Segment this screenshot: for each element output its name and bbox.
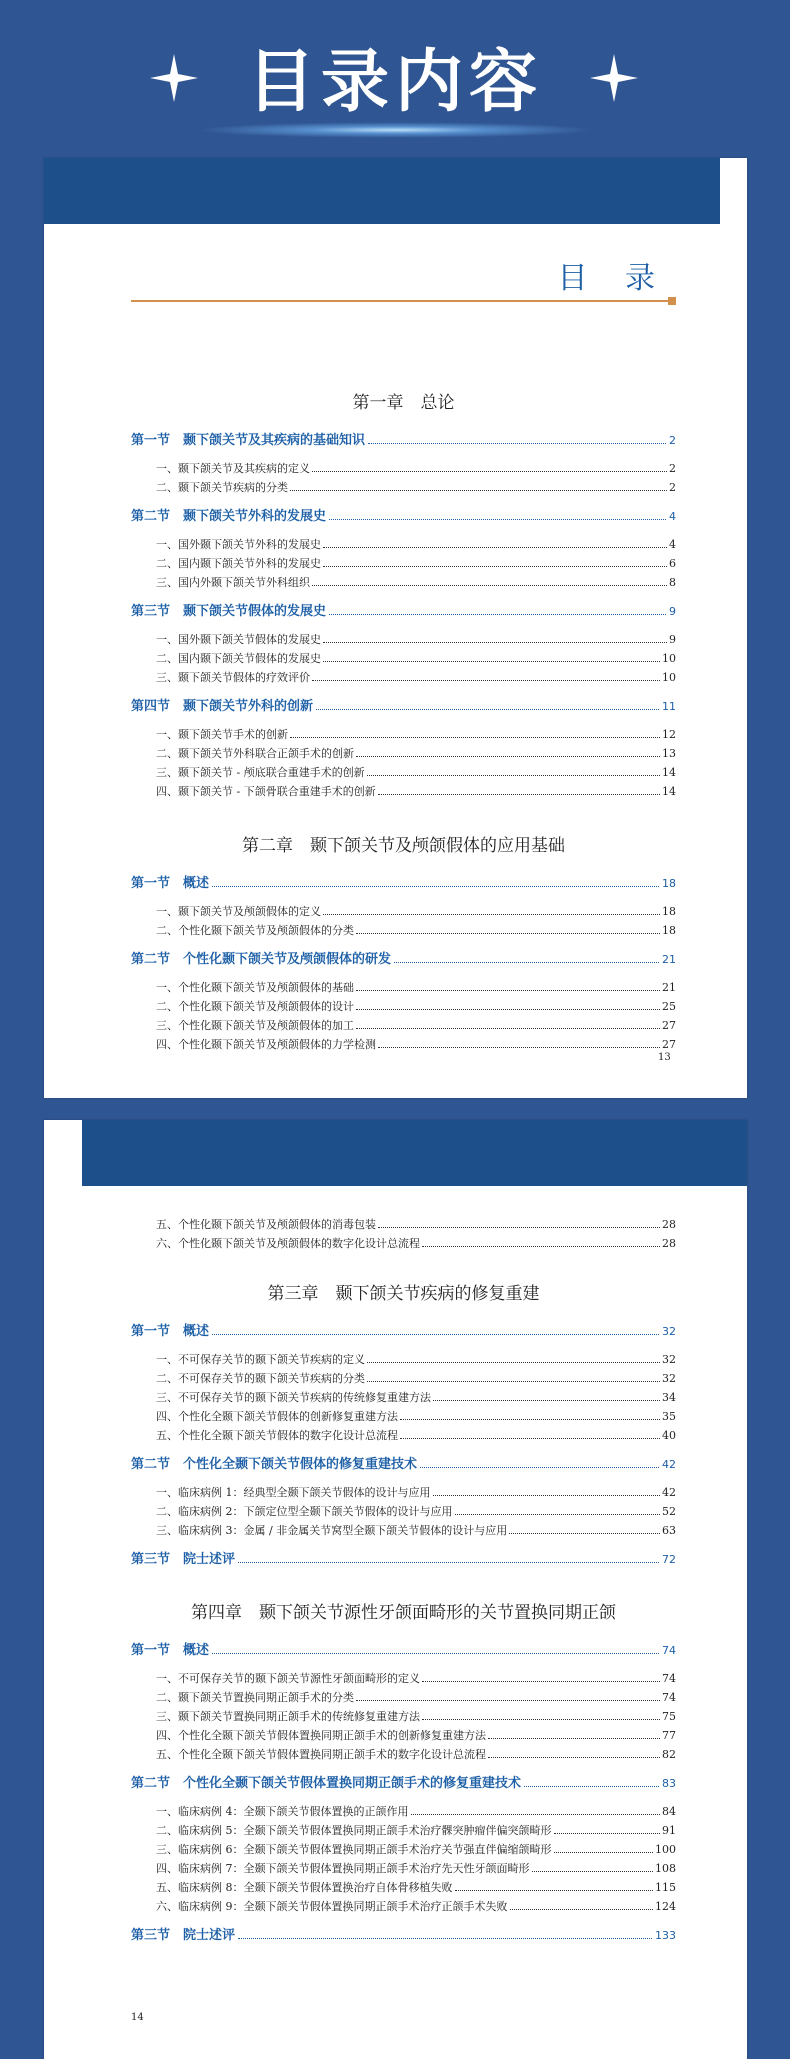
page-ref: 115 <box>655 1881 676 1894</box>
dot-leader <box>394 962 659 963</box>
page-ref: 6 <box>669 557 676 570</box>
dot-leader <box>455 1890 654 1891</box>
dot-leader <box>212 1334 659 1335</box>
item-title: 五、个性化颞下颌关节及颅颌假体的消毒包装 <box>156 1218 376 1231</box>
item-title: 四、临床病例 7：全颞下颌关节假体置换同期正颌手术治疗先天性牙颌面畸形 <box>156 1862 530 1875</box>
dot-leader <box>329 614 666 615</box>
dot-leader <box>356 933 660 934</box>
dot-leader <box>238 1562 659 1563</box>
toc-section-entry[interactable] <box>131 1320 676 1344</box>
item-title: 三、临床病例 3：金属 / 非金属关节窝型全颞下颌关节假体的设计与应用 <box>156 1524 508 1537</box>
toc-item-entry[interactable] <box>131 1407 676 1426</box>
page-ref: 42 <box>662 1486 676 1499</box>
page-ref: 10 <box>662 671 676 684</box>
item-title: 四、颞下颌关节 - 下颌骨联合重建手术的创新 <box>156 785 376 798</box>
page-number: 13 <box>658 1052 671 1063</box>
page-ref: 4 <box>669 538 676 551</box>
item-title: 三、个性化颞下颌关节及颅颌假体的加工 <box>156 1019 354 1032</box>
banner-title: 目录内容 <box>246 43 543 122</box>
toc-item-entry[interactable] <box>131 1707 676 1726</box>
toc-item-entry[interactable] <box>131 668 676 687</box>
dot-leader <box>367 1381 660 1382</box>
dot-leader <box>329 519 666 520</box>
item-title: 一、颞下颌关节手术的创新 <box>156 728 288 741</box>
page-ref: 21 <box>662 981 676 994</box>
item-title: 二、颞下颌关节疾病的分类 <box>156 481 288 494</box>
item-title: 五、个性化全颞下颌关节假体的数字化设计总流程 <box>156 1429 398 1442</box>
item-title: 一、颞下颌关节及其疾病的定义 <box>156 462 310 475</box>
chapter-title: 第三章 颞下颌关节疾病的修复重建 <box>267 1284 540 1304</box>
dot-leader <box>524 1786 659 1787</box>
sparkle-star-icon <box>588 52 640 104</box>
item-title: 三、颞下颌关节 - 颅底联合重建手术的创新 <box>156 766 365 779</box>
toc-item-entry[interactable] <box>131 1035 676 1054</box>
page-ref: 9 <box>669 605 676 618</box>
page-ref: 74 <box>662 1672 676 1685</box>
page-ref: 84 <box>662 1805 676 1818</box>
page-ref: 77 <box>662 1729 676 1742</box>
page-ref: 25 <box>662 1000 676 1013</box>
toc-section-entry[interactable] <box>131 1772 676 1796</box>
toc-item-entry[interactable] <box>131 1840 676 1859</box>
toc-item-entry[interactable] <box>131 459 676 478</box>
page-ref: 28 <box>662 1237 676 1250</box>
item-title: 一、个性化颞下颌关节及颅颌假体的基础 <box>156 981 354 994</box>
page-ref: 12 <box>662 728 676 741</box>
dot-leader <box>312 471 667 472</box>
item-title: 一、不可保存关节的颞下颌关节源性牙颌面畸形的定义 <box>156 1672 420 1685</box>
spacer <box>131 1764 676 1768</box>
toc-item-entry[interactable] <box>131 1350 676 1369</box>
toc-item-entry[interactable] <box>131 1502 676 1521</box>
item-title: 六、个性化颞下颌关节及颅颌假体的数字化设计总流程 <box>156 1237 420 1250</box>
dot-leader <box>433 1495 661 1496</box>
toc-item-entry[interactable] <box>131 1234 676 1253</box>
toc-section-entry[interactable] <box>131 1548 676 1572</box>
page-ref: 74 <box>662 1691 676 1704</box>
page-ref: 8 <box>669 576 676 589</box>
dot-leader <box>400 1419 660 1420</box>
page-ref: 72 <box>662 1553 676 1566</box>
item-title: 三、颞下颌关节假体的疗效评价 <box>156 671 310 684</box>
page-ref: 42 <box>662 1458 676 1471</box>
section-title: 第三节 院士述评 <box>131 1928 236 1943</box>
item-title: 四、个性化全颞下颌关节假体置换同期正颌手术的创新修复重建方法 <box>156 1729 486 1742</box>
page-ref: 18 <box>662 877 676 890</box>
page-ref: 124 <box>655 1900 676 1913</box>
page-ref: 32 <box>662 1353 676 1366</box>
dot-leader <box>532 1871 654 1872</box>
dot-leader <box>509 1533 660 1534</box>
section-title: 第二节 颞下颌关节外科的发展史 <box>131 509 327 524</box>
page-ref: 21 <box>662 953 676 966</box>
dot-leader <box>367 775 660 776</box>
toc-section-entry[interactable] <box>131 948 676 972</box>
dot-leader <box>290 490 667 491</box>
spacer <box>131 1445 676 1449</box>
dot-leader <box>422 1681 660 1682</box>
page-ref: 63 <box>662 1524 676 1537</box>
toc-item-entry[interactable] <box>131 1426 676 1445</box>
toc-list <box>131 374 676 1058</box>
dot-leader <box>312 680 660 681</box>
item-title: 二、国内颞下颌关节假体的发展史 <box>156 652 321 665</box>
toc-item-entry[interactable] <box>131 649 676 668</box>
toc-item-entry[interactable] <box>131 1388 676 1407</box>
banner <box>0 0 790 150</box>
dot-leader <box>368 443 666 444</box>
toc-section-entry[interactable] <box>131 429 676 453</box>
dot-leader <box>212 1653 659 1654</box>
spacer <box>131 1054 676 1058</box>
toc-item-entry[interactable] <box>131 478 676 497</box>
item-title: 二、个性化颞下颌关节及颅颌假体的设计 <box>156 1000 354 1013</box>
dot-leader <box>290 737 660 738</box>
dot-leader <box>316 709 659 710</box>
dot-leader <box>433 1400 660 1401</box>
dot-leader <box>323 566 667 567</box>
toc-item-entry[interactable] <box>131 535 676 554</box>
toc-item-entry[interactable] <box>131 725 676 744</box>
toc-item-entry[interactable] <box>131 1215 676 1234</box>
spacer <box>131 1916 676 1920</box>
page-ref: 32 <box>662 1325 676 1338</box>
section-title: 第四节 颞下颌关节外科的创新 <box>131 699 314 714</box>
item-title: 五、个性化全颞下颌关节假体置换同期正颌手术的数字化设计总流程 <box>156 1748 486 1761</box>
dot-leader <box>378 1047 660 1048</box>
toc-item-entry[interactable] <box>131 630 676 649</box>
page-ref: 2 <box>669 481 676 494</box>
page-ref: 27 <box>662 1038 676 1051</box>
page-ref: 11 <box>662 700 676 713</box>
toc-item-entry[interactable] <box>131 1802 676 1821</box>
toc-page-2 <box>44 1120 747 2059</box>
item-title: 一、临床病例 1：经典型全颞下颌关节假体的设计与应用 <box>156 1486 431 1499</box>
toc-item-entry[interactable] <box>131 1369 676 1388</box>
dot-leader <box>420 1467 659 1468</box>
toc-item-entry[interactable] <box>131 782 676 801</box>
toc-item-entry[interactable] <box>131 1745 676 1764</box>
section-title: 第二节 个性化全颞下颌关节假体置换同期正颌手术的修复重建技术 <box>131 1776 522 1791</box>
section-title: 第一节 概述 <box>131 876 210 891</box>
toc-item-entry[interactable] <box>131 978 676 997</box>
toc-item-entry[interactable] <box>131 554 676 573</box>
item-title: 一、颞下颌关节及颅颌假体的定义 <box>156 905 321 918</box>
toc-section-entry[interactable] <box>131 872 676 896</box>
page-ref: 18 <box>662 924 676 937</box>
toc-list <box>131 1215 676 1954</box>
spacer <box>131 1540 676 1544</box>
dot-leader <box>400 1438 660 1439</box>
page-ref: 14 <box>662 785 676 798</box>
dot-leader <box>312 585 667 586</box>
item-title: 二、临床病例 5：全颞下颌关节假体置换同期正颌手术治疗髁突肿瘤伴偏突颌畸形 <box>156 1824 552 1837</box>
section-title: 第一节 颞下颌关节及其疾病的基础知识 <box>131 433 366 448</box>
toc-item-entry[interactable] <box>131 744 676 763</box>
dot-leader <box>411 1814 661 1815</box>
dot-leader <box>455 1514 661 1515</box>
toc-item-entry[interactable] <box>131 1669 676 1688</box>
dot-leader <box>323 914 660 915</box>
dot-leader <box>488 1757 660 1758</box>
page-ref: 40 <box>662 1429 676 1442</box>
item-title: 二、不可保存关节的颞下颌关节疾病的分类 <box>156 1372 365 1385</box>
item-title: 六、临床病例 9：全颞下颌关节假体置换同期正颌手术治疗正颌手术失败 <box>156 1900 508 1913</box>
dot-leader <box>378 794 660 795</box>
item-title: 二、个性化颞下颌关节及颅颌假体的分类 <box>156 924 354 937</box>
item-title: 四、个性化全颞下颌关节假体的创新修复重建方法 <box>156 1410 398 1423</box>
toc-section-entry[interactable] <box>131 1453 676 1477</box>
toc-item-entry[interactable] <box>131 1688 676 1707</box>
toc-item-entry[interactable] <box>131 1821 676 1840</box>
item-title: 三、临床病例 6：全颞下颌关节假体置换同期正颌手术治疗关节强直伴偏缩颌畸形 <box>156 1843 552 1856</box>
toc-item-entry[interactable] <box>131 1483 676 1502</box>
page-ref: 2 <box>669 434 676 447</box>
toc-page-1 <box>44 158 747 1098</box>
toc-item-entry[interactable] <box>131 921 676 940</box>
toc-item-entry[interactable] <box>131 1859 676 1878</box>
toc-item-entry[interactable] <box>131 1521 676 1540</box>
page-number: 14 <box>131 2012 144 2023</box>
page-ref: 82 <box>662 1748 676 1761</box>
dot-leader <box>510 1909 654 1910</box>
dot-leader <box>356 990 660 991</box>
toc-heading: 目 录 <box>557 261 669 296</box>
toc-item-entry[interactable] <box>131 1726 676 1745</box>
chapter-title: 第一章 总论 <box>352 393 455 413</box>
section-title: 第一节 概述 <box>131 1324 210 1339</box>
section-title: 第三节 院士述评 <box>131 1552 236 1567</box>
item-title: 五、临床病例 8：全颞下颌关节假体置换治疗自体骨移植失败 <box>156 1881 453 1894</box>
item-title: 一、不可保存关节的颞下颌关节疾病的定义 <box>156 1353 365 1366</box>
item-title: 二、颞下颌关节外科联合正颌手术的创新 <box>156 747 354 760</box>
toc-item-entry[interactable] <box>131 1897 676 1916</box>
dot-leader <box>554 1852 654 1853</box>
toc-section-entry[interactable] <box>131 505 676 529</box>
dot-leader <box>554 1833 661 1834</box>
page-ref: 35 <box>662 1410 676 1423</box>
page-ref: 75 <box>662 1710 676 1723</box>
dot-leader <box>422 1719 660 1720</box>
page-header-bar <box>44 158 720 224</box>
heading-underline-end <box>668 297 676 305</box>
dot-leader <box>356 1028 660 1029</box>
dot-leader <box>323 547 667 548</box>
spacer <box>131 940 676 944</box>
toc-section-entry[interactable] <box>131 1639 676 1663</box>
page-ref: 91 <box>662 1824 676 1837</box>
item-title: 二、国内颞下颌关节外科的发展史 <box>156 557 321 570</box>
page-ref: 9 <box>669 633 676 646</box>
spacer <box>131 497 676 501</box>
item-title: 一、国外颞下颌关节外科的发展史 <box>156 538 321 551</box>
dot-leader <box>367 1362 660 1363</box>
toc-item-entry[interactable] <box>131 902 676 921</box>
section-title: 第三节 颞下颌关节假体的发展史 <box>131 604 327 619</box>
toc-item-entry[interactable] <box>131 1878 676 1897</box>
spacer <box>131 687 676 691</box>
toc-section-entry[interactable] <box>131 695 676 719</box>
item-title: 一、临床病例 4：全颞下颌关节假体置换的正颌作用 <box>156 1805 409 1818</box>
dot-leader <box>323 661 660 662</box>
dot-leader <box>238 1938 652 1939</box>
dot-leader <box>488 1738 660 1739</box>
spacer <box>131 592 676 596</box>
page-ref: 83 <box>662 1777 676 1790</box>
item-title: 三、颞下颌关节置换同期正颌手术的传统修复重建方法 <box>156 1710 420 1723</box>
page-ref: 10 <box>662 652 676 665</box>
banner-glow <box>195 122 595 138</box>
toc-item-entry[interactable] <box>131 763 676 782</box>
page-ref: 74 <box>662 1644 676 1657</box>
page-ref: 4 <box>669 510 676 523</box>
toc-section-entry[interactable] <box>131 600 676 624</box>
section-title: 第二节 个性化颞下颌关节及颅颌假体的研发 <box>131 952 392 967</box>
spacer <box>131 801 676 805</box>
item-title: 一、国外颞下颌关节假体的发展史 <box>156 633 321 646</box>
dot-leader <box>356 1700 660 1701</box>
page-ref: 34 <box>662 1391 676 1404</box>
heading-underline <box>131 300 671 302</box>
item-title: 三、国内外颞下颌关节外科组织 <box>156 576 310 589</box>
page-ref: 100 <box>655 1843 676 1856</box>
toc-item-entry[interactable] <box>131 573 676 592</box>
section-title: 第一节 概述 <box>131 1643 210 1658</box>
dot-leader <box>378 1227 660 1228</box>
page-ref: 18 <box>662 905 676 918</box>
item-title: 二、颞下颌关节置换同期正颌手术的分类 <box>156 1691 354 1704</box>
chapter-title: 第四章 颞下颌关节源性牙颌面畸形的关节置换同期正颌 <box>191 1603 616 1623</box>
dot-leader <box>422 1246 660 1247</box>
chapter-title: 第二章 颞下颌关节及颅颌假体的应用基础 <box>242 836 565 856</box>
dot-leader <box>356 1009 660 1010</box>
item-title: 四、个性化颞下颌关节及颅颌假体的力学检测 <box>156 1038 376 1051</box>
page-ref: 133 <box>655 1929 676 1942</box>
toc-section-entry[interactable] <box>131 1924 676 1948</box>
dot-leader <box>356 756 660 757</box>
section-title: 第二节 个性化全颞下颌关节假体的修复重建技术 <box>131 1457 418 1472</box>
page-ref: 108 <box>655 1862 676 1875</box>
item-title: 二、临床病例 2：下颌定位型全颞下颌关节假体的设计与应用 <box>156 1505 453 1518</box>
page-ref: 13 <box>662 747 676 760</box>
dot-leader <box>212 886 659 887</box>
page-ref: 32 <box>662 1372 676 1385</box>
page-header-bar <box>82 1120 747 1186</box>
page-ref: 28 <box>662 1218 676 1231</box>
toc-item-entry[interactable] <box>131 997 676 1016</box>
page-ref: 14 <box>662 766 676 779</box>
page-ref: 2 <box>669 462 676 475</box>
dot-leader <box>323 642 667 643</box>
toc-item-entry[interactable] <box>131 1016 676 1035</box>
page-ref: 52 <box>662 1505 676 1518</box>
item-title: 三、不可保存关节的颞下颌关节疾病的传统修复重建方法 <box>156 1391 431 1404</box>
page-ref: 27 <box>662 1019 676 1032</box>
